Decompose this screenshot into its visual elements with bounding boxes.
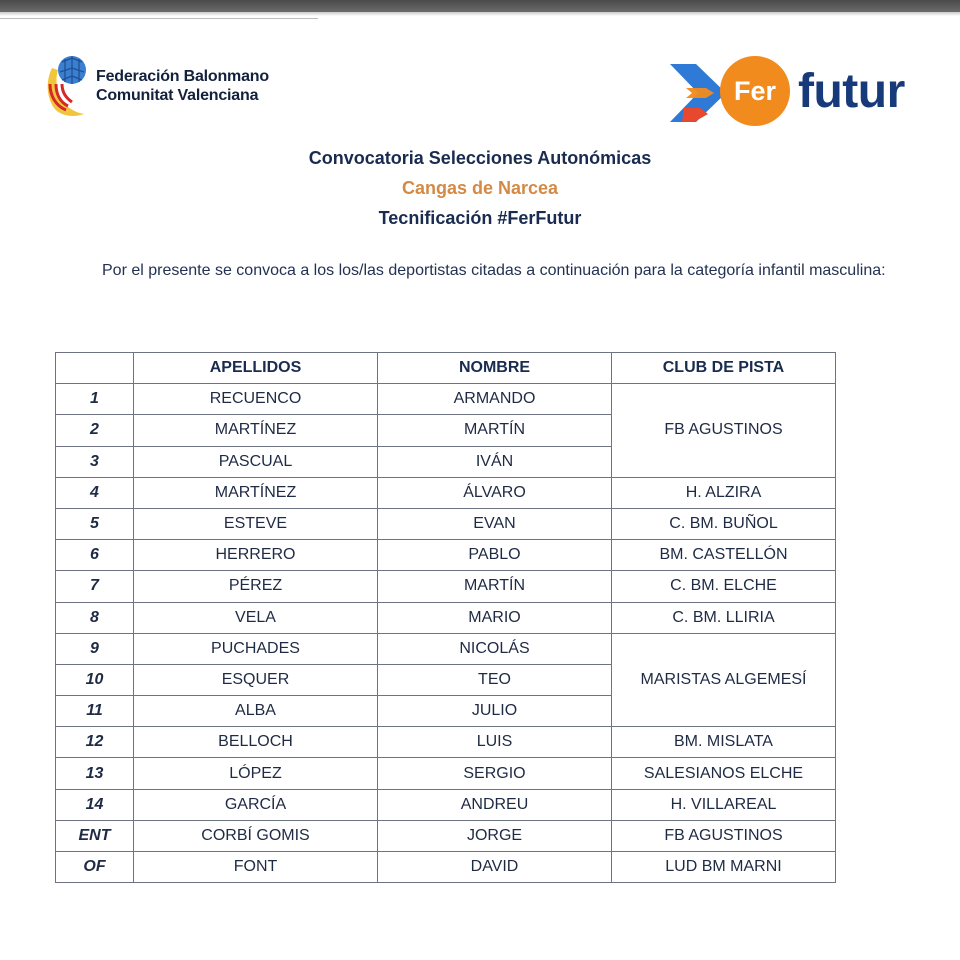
federation-name-line1: Federación Balonmano [96,68,269,85]
row-apellidos: HERRERO [134,540,378,571]
row-number: 10 [56,664,134,695]
table-row [56,852,836,883]
row-number: 2 [56,415,134,446]
row-nombre: PABLO [378,540,612,571]
row-apellidos: MARTÍNEZ [134,477,378,508]
futur-wordmark: futur [798,65,905,118]
row-number: 9 [56,633,134,664]
header-nombre: NOMBRE [378,353,612,384]
row-apellidos: CORBÍ GOMIS [134,820,378,851]
row-number: 11 [56,696,134,727]
row-club: MARISTAS ALGEMESÍ [612,633,836,727]
roster-table [55,352,836,883]
row-number: 14 [56,789,134,820]
federation-name [96,67,269,105]
row-number: 13 [56,758,134,789]
table-header-row [56,353,836,384]
viewer-top-shadow [0,12,960,16]
federation-logo [44,54,284,118]
table-row [56,727,836,758]
row-club: BM. CASTELLÓN [612,540,836,571]
row-nombre: SERGIO [378,758,612,789]
row-club: C. BM. ELCHE [612,571,836,602]
header-apellidos: APELLIDOS [134,353,378,384]
row-nombre: DAVID [378,852,612,883]
row-number: 6 [56,540,134,571]
table-row [56,602,836,633]
row-number: OF [56,852,134,883]
table-row [56,789,836,820]
row-club: H. VILLAREAL [612,789,836,820]
row-nombre: MARTÍN [378,571,612,602]
row-nombre: ANDREU [378,789,612,820]
header-rule [0,18,318,19]
chevron-arrow-icon [670,64,726,122]
federation-name-line2: Comunitat Valenciana [96,87,259,104]
intro-paragraph: Por el presente se convoca a los los/las deportistas citadas a continuación para la categoría infantil masculina: [102,262,886,279]
program-name: Tecnificación #FerFutur [378,208,582,228]
viewer-top-bar [0,0,960,12]
row-club: H. ALZIRA [612,477,836,508]
table-row [56,477,836,508]
handball-emblem-icon [44,54,92,118]
row-number: ENT [56,820,134,851]
row-apellidos: PASCUAL [134,446,378,477]
table-row [56,758,836,789]
row-nombre: IVÁN [378,446,612,477]
row-number: 5 [56,508,134,539]
row-nombre: EVAN [378,508,612,539]
row-nombre: NICOLÁS [378,633,612,664]
table-row [56,820,836,851]
table-row [56,384,836,415]
row-number: 1 [56,384,134,415]
row-nombre: ÁLVARO [378,477,612,508]
row-apellidos: MARTÍNEZ [134,415,378,446]
row-nombre: MARIO [378,602,612,633]
row-apellidos: BELLOCH [134,727,378,758]
row-club: FB AGUSTINOS [612,820,836,851]
row-apellidos: PÉREZ [134,571,378,602]
fer-circle-badge [720,56,790,126]
header-number [56,353,134,384]
ferfutur-logo [670,54,932,130]
row-apellidos: LÓPEZ [134,758,378,789]
row-apellidos: ALBA [134,696,378,727]
event-location: Cangas de Narcea [401,178,559,198]
row-number: 4 [56,477,134,508]
header-club: CLUB DE PISTA [612,353,836,384]
row-apellidos: FONT [134,852,378,883]
row-apellidos: ESQUER [134,664,378,695]
row-number: 3 [56,446,134,477]
table-row [56,540,836,571]
row-nombre: JULIO [378,696,612,727]
row-club: BM. MISLATA [612,727,836,758]
document-title: Convocatoria Selecciones Autonómicas [308,148,652,168]
row-apellidos: ESTEVE [134,508,378,539]
row-nombre: TEO [378,664,612,695]
row-club: C. BM. BUÑOL [612,508,836,539]
table-row [56,571,836,602]
row-club: LUD BM MARNI [612,852,836,883]
table-row [56,633,836,664]
row-nombre: ARMANDO [378,384,612,415]
row-club: SALESIANOS ELCHE [612,758,836,789]
row-apellidos: GARCÍA [134,789,378,820]
row-number: 8 [56,602,134,633]
row-number: 12 [56,727,134,758]
row-nombre: JORGE [378,820,612,851]
row-club: C. BM. LLIRIA [612,602,836,633]
row-nombre: LUIS [378,727,612,758]
row-apellidos: VELA [134,602,378,633]
row-apellidos: RECUENCO [134,384,378,415]
row-club: FB AGUSTINOS [612,384,836,478]
table-row [56,508,836,539]
row-nombre: MARTÍN [378,415,612,446]
row-apellidos: PUCHADES [134,633,378,664]
fer-circle-text: Fer [733,75,777,106]
row-number: 7 [56,571,134,602]
